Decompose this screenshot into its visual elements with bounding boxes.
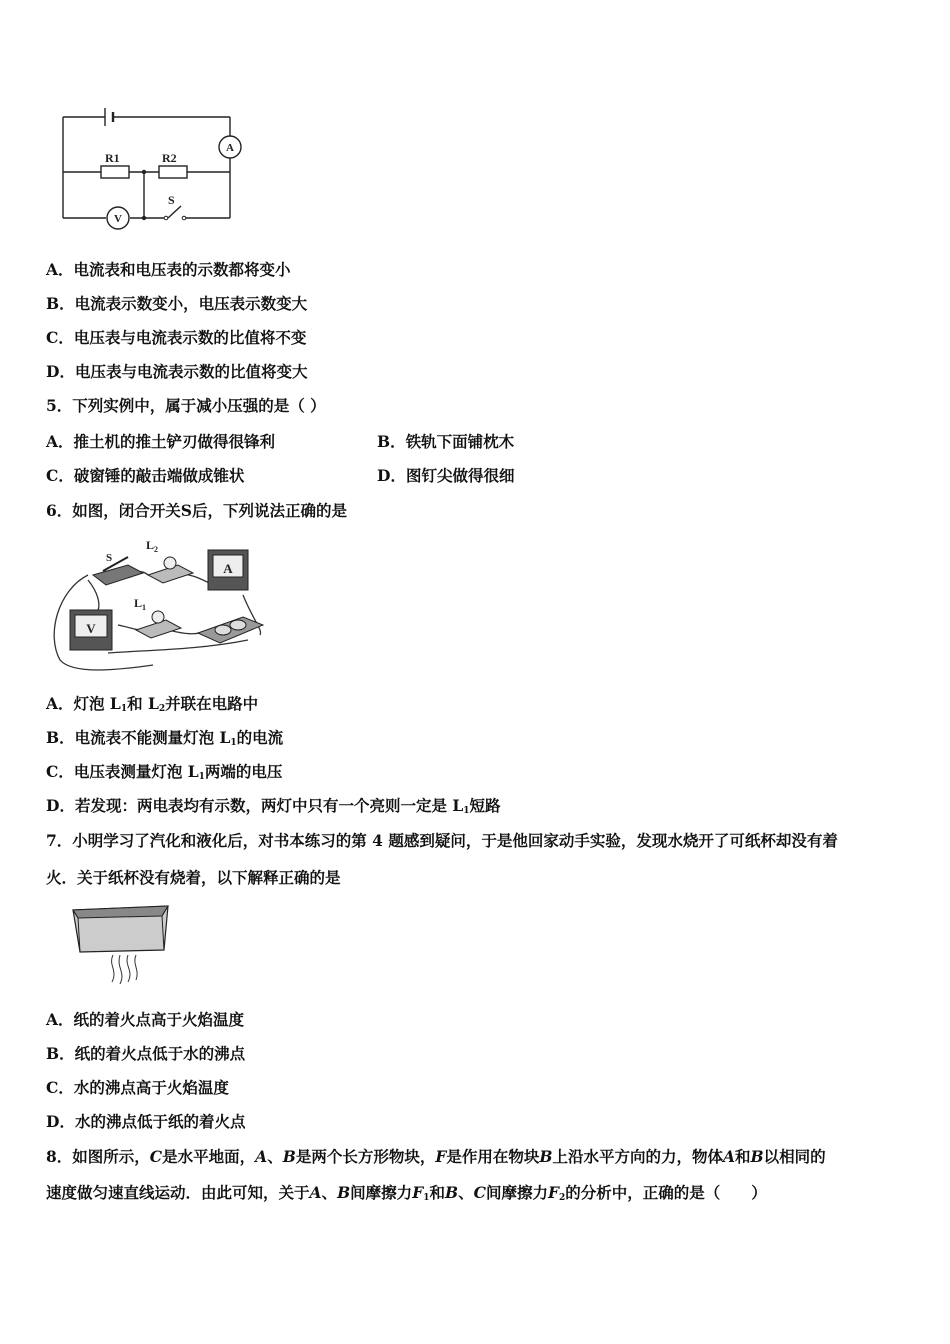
voltmeter-v-label: V xyxy=(86,621,96,636)
q6-option-c: C．电压表测量灯泡 $L_1$两端的电压 xyxy=(46,762,283,782)
ammeter-a-label: A xyxy=(223,561,233,576)
q6-option-a: A．灯泡 $L_1$和 $L_2$并联在电路中 xyxy=(46,694,259,714)
r1-label: R1 xyxy=(105,151,120,165)
r2-label: R2 xyxy=(162,151,177,165)
q7-option-a: A．纸的着火点高于火焰温度 xyxy=(46,1010,245,1029)
q7-stem-line2: 火．关于纸杯没有烧着，以下解释正确的是 xyxy=(46,868,341,887)
q8-stem-line2: 速度做匀速直线运动．由此可知，关于A、B间摩擦力$F_1$和B、C间摩擦力$F_2$的分析中，正确的是（ ） xyxy=(46,1183,767,1203)
q4-option-d: D．电压表与电流表示数的比值将变大 xyxy=(46,362,308,381)
q5-stem: 5．下列实例中，属于减小压强的是（ ） xyxy=(46,396,326,415)
lamp-l1-label: $L_1$ xyxy=(134,596,147,612)
q6-option-d: D．若发现：两电表均有示数，两灯中只有一个亮则一定是 $L_1$短路 xyxy=(46,796,501,816)
q4-option-b: B．电流表示数变小，电压表示数变大 xyxy=(46,294,308,313)
q4-option-c: C．电压表与电流表示数的比值将不变 xyxy=(46,328,307,347)
q5-option-c: C．破窗锤的敲击端做成锥状 xyxy=(46,466,245,485)
circuit-diagram-figure xyxy=(55,100,255,230)
paper-cup-figure xyxy=(68,900,178,990)
q7-option-d: D．水的沸点低于纸的着火点 xyxy=(46,1112,246,1131)
ammeter-label: A xyxy=(226,142,234,154)
physical-circuit-figure xyxy=(48,535,278,675)
q7-stem-line1: 7．小明学习了汽化和液化后，对书本练习的第 4 题感到疑问，于是他回家动手实验，发现水烧开了可纸杯却没有着 xyxy=(46,831,838,850)
q4-option-a: A．电流表和电压表的示数都将变小 xyxy=(46,260,291,279)
voltmeter-label: V xyxy=(114,213,122,225)
q6-stem: 6．如图，闭合开关S后，下列说法正确的是 xyxy=(46,501,347,520)
q7-option-b: B．纸的着火点低于水的沸点 xyxy=(46,1044,246,1063)
q8-stem-line1: 8．如图所示，C是水平地面，A、B是两个长方形物块，F是作用在物块B上沿水平方向的力，物体A和B以相同的 xyxy=(46,1147,826,1166)
q7-option-c: C．水的沸点高于火焰温度 xyxy=(46,1078,229,1097)
q5-option-a: A．推土机的推土铲刃做得很锋利 xyxy=(46,432,276,451)
switch-label: S xyxy=(168,193,175,207)
q6-option-b: B．电流表不能测量灯泡 $L_1$的电流 xyxy=(46,728,284,748)
q5-option-d: D．图钉尖做得很细 xyxy=(377,466,515,485)
lamp-l2-label: $L_2$ xyxy=(146,538,159,554)
q5-option-b: B．铁轨下面铺枕木 xyxy=(377,432,515,451)
switch-s-label: S xyxy=(106,552,113,564)
